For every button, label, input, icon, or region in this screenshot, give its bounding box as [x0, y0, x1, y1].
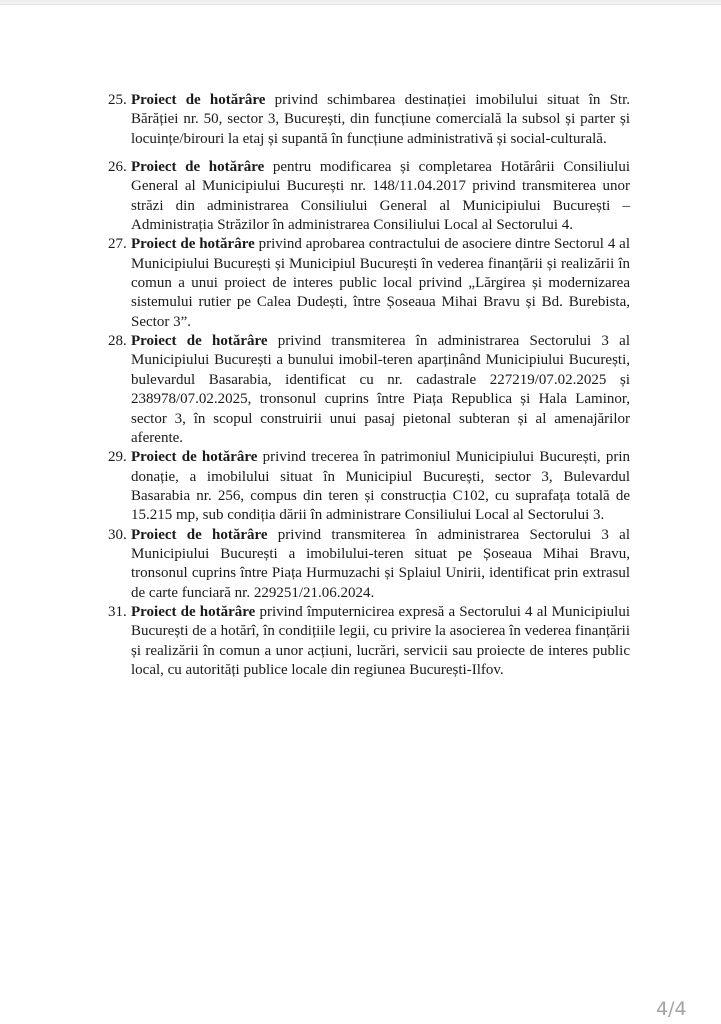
agenda-item-30: [108, 526, 630, 603]
item-text: pentru modificarea și completarea Hotărârii Consiliului General al Municipiului București nr. 148/11.04.2017 privind transmiterea unor străzi din administrarea Consiliului General al Municipiului București – Administrația Străzilor în administrarea Consiliului Local al Sectorului 4.: [131, 159, 630, 234]
item-lead: Proiect de hotărâre: [131, 603, 256, 620]
item-lead: Proiect de hotărâre: [131, 92, 266, 108]
item-text: privind aprobarea contractului de asociere dintre Sectorul 4 al Municipiului București și Municipiul București în vederea finanțării și realizării în comun a unui proiect de interes public local privind „Lărgirea și modernizarea sistemului rutier pe Calea Dudești, între Șoseaua Mihai Bravu și Bd. Burebista, Sector 3”.: [131, 236, 630, 330]
item-lead: Proiect de hotărâre: [131, 449, 258, 466]
item-text: privind transmiterea în administrarea Sectorului 3 al Municipiului București a bunului imobil-teren aparținând Municipiului București, bulevardul Basarabia, identificat cu nr. cadastrale 227219/07.02.2025 și 238978/07.02.2025, tronsonul cuprins între Piața Republica și Hala Laminor, sector 3, în scopul construirii unui pasaj pietonal subteran și al amenajărilor aferente.: [131, 333, 630, 446]
agenda-item-29: [108, 448, 630, 525]
item-number: 26.: [108, 159, 127, 176]
item-lead: Proiect de hotărâre: [131, 333, 268, 350]
item-lead: Proiect de hotărâre: [131, 236, 255, 253]
item-number: 25.: [108, 92, 127, 108]
item-text: privind schimbarea destinației imobilului situat în Str. Bărăției nr. 50, sector 3, București, din funcțiune comercială la subsol și parter și locuințe/birouri la etaj și supantă în funcțiune administrativă și social-culturală.: [131, 92, 630, 147]
agenda-item-27: [108, 235, 630, 332]
item-text: privind împuternicirea expresă a Sectorului 4 al Municipiului București de a hotărî, în condițiile legii, cu privire la asocierea în vederea finanțării și realizării în comun a unor acțiuni, lucrări, servicii sau proiecte de interes public local, cu autorități publice locale din regiunea București-Ilfov.: [131, 603, 630, 678]
agenda-item-25: [108, 91, 630, 149]
item-number: 31.: [108, 603, 127, 620]
item-text: privind trecerea în patrimoniul Municipiului București, prin donație, a imobilului situat în Municipiul București, sector 3, Bulevardul Basarabia nr. 256, compus din teren și construcția C102, cu suprafața totală de 15.215 mp, sub condiția dării în administrare Consiliului Local al Sectorului 3.: [131, 449, 630, 524]
agenda-list: [108, 91, 630, 680]
agenda-item-26: [108, 158, 630, 235]
item-number: 29.: [108, 449, 127, 466]
agenda-item-31: [108, 603, 630, 680]
agenda-item-28: [108, 332, 630, 448]
item-number: 28.: [108, 333, 127, 350]
item-lead: Proiect de hotărâre: [131, 526, 268, 543]
page-indicator: 4/4: [656, 998, 687, 1020]
item-text: privind transmiterea în administrarea Sectorului 3 al Municipiului București a imobilului-teren situat pe Șoseaua Mihai Bravu, tronsonul cuprins între Piața Hurmuzachi și Splaiul Unirii, identificat prin extrasul de carte funciară nr. 229251/21.06.2024.: [131, 526, 630, 601]
item-lead: Proiect de hotărâre: [131, 159, 265, 176]
item-number: 30.: [108, 526, 127, 543]
item-number: 27.: [108, 236, 127, 253]
